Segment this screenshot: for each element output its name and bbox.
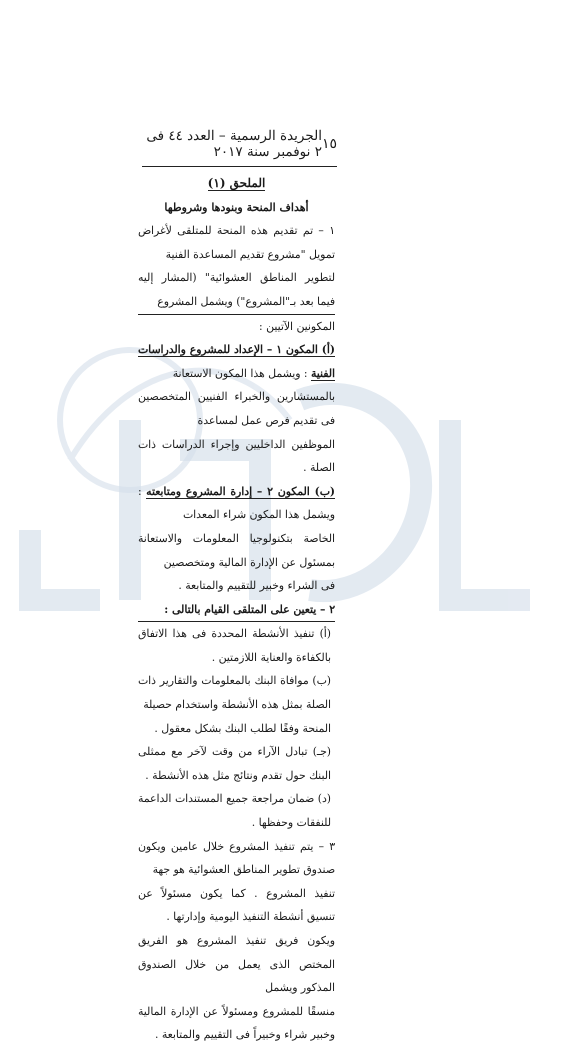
paragraph-2-item-b-line-2: المنحة وفقًا لطلب البنك بشكل معقول . — [154, 721, 331, 735]
component-1-label: (أ) المكون ١ – الإعداد للمشروع والدراسات الفنية — [138, 343, 335, 380]
component-2 — [138, 480, 335, 527]
document-body — [138, 172, 335, 1047]
paragraph-2-item-c: (جـ) تبادل الآراء من وقت لآخر مع ممثلى البنك حول تقدم ونتائج مثل هذه الأنشطة . — [138, 745, 331, 782]
paragraph-1-line-1: ١ – تم تقديم هذه المنحة للمتلقى لأغراض تمويل "مشروع تقديم المساعدة الفنية — [138, 224, 335, 261]
paragraph-3-line-2: تنفيذ المشروع . كما يكون مسئولاً عن تنسيق أنشطة التنفيذ اليومية وإدارتها . — [138, 886, 335, 924]
component-2-line-3: فى الشراء وخبير للتقييم والمتابعة . — [178, 579, 335, 593]
component-2-text: : ويشمل هذا المكون شراء المعدات — [138, 484, 335, 522]
paragraph-2: ٢ – يتعين على المتلقى القيام بالتالى : — [138, 598, 335, 623]
paragraph-3-line-1: ٣ – يتم تنفيذ المشروع خلال عامين ويكون صندوق تطوير المناطق العشوائية هو جهة — [138, 839, 335, 877]
paragraph-3-line-4: منسقًا للمشروع ومسئولاً عن الإدارة المالية وخبير شراء وخبيراً فى التقييم والمتابعة . — [138, 1004, 335, 1042]
annex-subtitle: أهداف المنحة وبنودها وشروطها — [164, 200, 309, 214]
component-1 — [138, 338, 335, 385]
paragraph-1-line-2: لتطوير المناطق العشوائية" (المشار إليه فيما بعد بـ"المشروع") ويشمل المشروع — [138, 266, 335, 314]
component-1-line-2: بالمستشارين والخبراء الفنيين المتخصصين فى تقديم فرص عمل لمساعدة — [138, 390, 335, 427]
annex-title: الملحق (١) — [207, 176, 266, 190]
paragraph-1-line-3: المكونين الآتيين : — [259, 319, 335, 333]
page-header — [142, 128, 337, 167]
gazette-issue-title: الجريدة الرسمية – العدد ٤٤ فى ٢ نوفمبر سنة ٢٠١٧ — [146, 128, 322, 160]
paragraph-2-item-a: (أ) تنفيذ الأنشطة المحددة فى هذا الاتفاق بالكفاءة والعناية اللازمتين . — [138, 627, 331, 664]
component-2-line-2: الخاصة بتكنولوجيا المعلومات والاستعانة بمسئول عن الإدارة المالية ومتخصصين — [138, 531, 335, 569]
paragraph-2-item-d: (د) ضمان مراجعة جميع المستندات الداعمة للنفقات وحفظها . — [138, 792, 331, 830]
paragraph-2-item-b-line-1: (ب) موافاة البنك بالمعلومات والتقارير ذات الصلة بمثل هذه الأنشطة واستخدام حصيلة — [138, 674, 331, 712]
component-1-line-3: الموظفين الداخليين وإجراء الدراسات ذات الصلة . — [138, 437, 335, 475]
paragraph-3-line-3: ويكون فريق تنفيذ المشروع هو الفريق المختص الذى يعمل من خلال الصندوق المذكور ويشمل — [138, 934, 335, 995]
page-number: ١٥ — [321, 136, 337, 152]
component-1-text: : ويشمل هذا المكون الاستعانة — [172, 366, 311, 380]
component-2-label: (ب) المكون ٢ – إدارة المشروع ومتابعته — [146, 484, 335, 498]
